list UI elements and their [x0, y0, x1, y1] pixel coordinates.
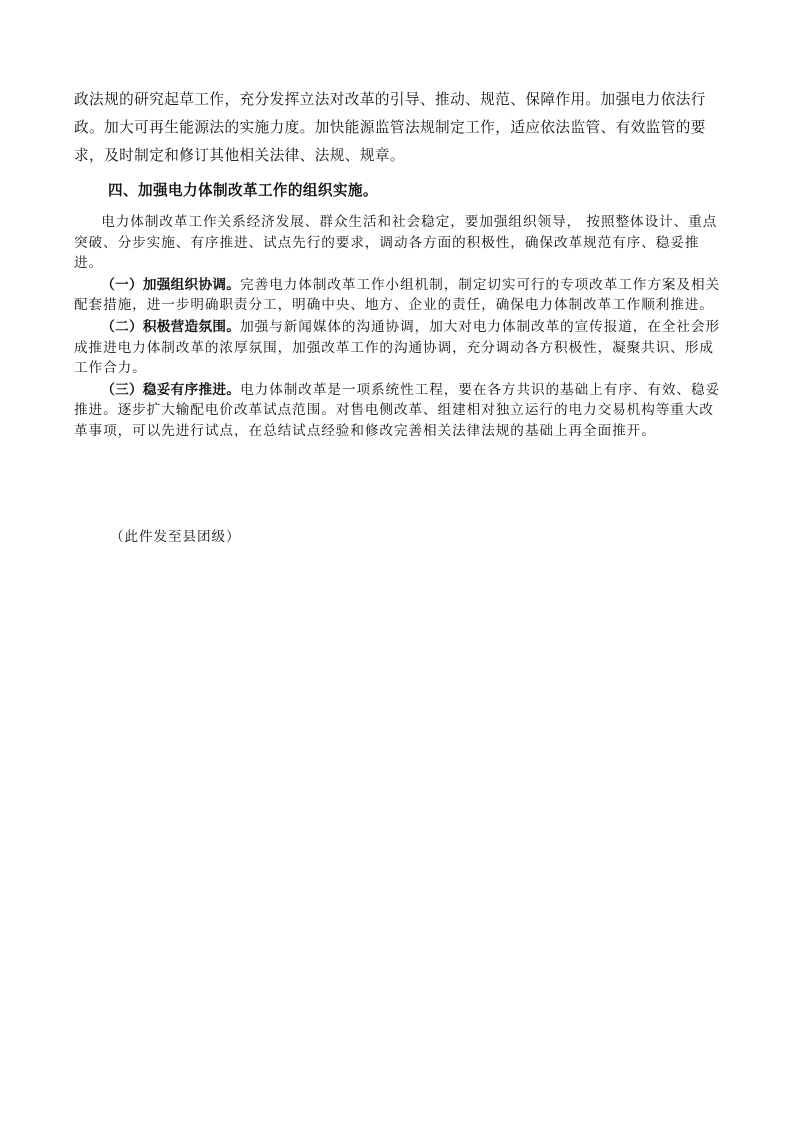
item-paragraph-2	[74, 317, 728, 379]
item-heading-1: （一）加强组织协调。	[101, 276, 241, 293]
item-text-1: 完善电力体制改革工作小组机制，制定切实可行的专项改革工作方案及相关配套措施，进一步明确职责分工，明确中央、地方、企业的责任，确保电力体制改革工作顺利推进。	[74, 276, 721, 314]
item-paragraph-3	[74, 380, 728, 442]
item-heading-2: （二）积极营造氛围。	[101, 318, 241, 335]
item-paragraph-1	[74, 275, 728, 316]
section-heading: 四、加强电力体制改革工作的组织实施。	[108, 182, 378, 199]
item-heading-3: （三）稳妥有序推进。	[101, 381, 241, 398]
section-body	[74, 212, 728, 442]
section-intro-paragraph: 电力体制改革工作关系经济发展、群众生活和社会稳定，要加强组织领导， 按照整体设计、重点突破、分步实施、有序推进、试点先行的要求，调动各方面的积极性，确保改革规范有序、稳妥推进。	[74, 214, 718, 272]
distribution-note: （此件发至县团级）	[110, 529, 241, 545]
continued-paragraph: 政法规的研究起草工作，充分发挥立法对改革的引导、推动、规范、保障作用。加强电力依法行政。加大可再生能源法的实施力度。加快能源监管法规制定工作，适应依法监管、有效监管的要求，及时制定和修订其他相关法律、法规、规章。	[74, 91, 706, 164]
item-text-3: 电力体制改革是一项系统性工程，要在各方共识的基础上有序、有效、稳妥推进。逐步扩大输配电价改革试点范围。对售电侧改革、组建相对独立运行的电力交易机构等重大改革事项，可以先进行试点，在总结试点经验和修改完善相关法律法规的基础上再全面推开。	[74, 381, 721, 439]
item-text-2: 加强与新闻媒体的沟通协调，加大对电力体制改革的宣传报道，在全社会形成推进电力体制改革的浓厚氛围，加强改革工作的沟通协调，充分调动各方积极性，凝聚共识、形成工作合力。	[74, 318, 721, 377]
